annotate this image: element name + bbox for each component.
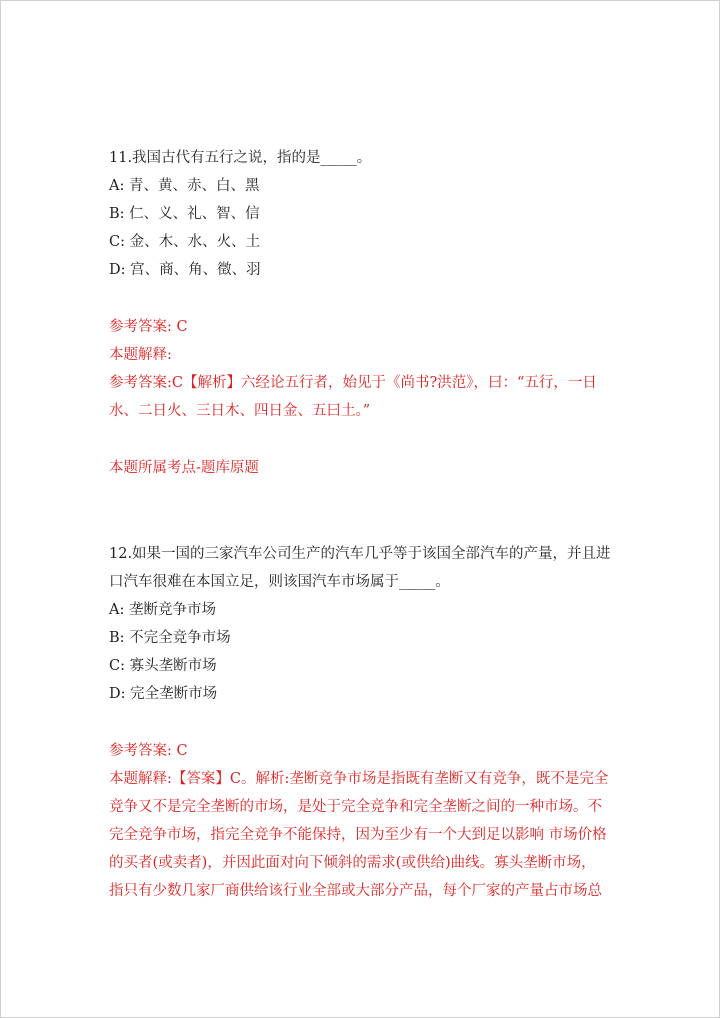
question-11-option-a: A: 青、黄、赤、白、黑 <box>109 178 260 194</box>
question-11-answer: 参考答案: C <box>109 319 188 335</box>
question-12-explanation-line: 本题解释:【答案】C。解析:垄断竞争市场是指既有垄断又有竞争，既不是完全 <box>109 771 609 787</box>
question-12-answer: 参考答案: C <box>109 743 188 759</box>
question-12-option-d: D: 完全垄断市场 <box>109 686 218 702</box>
question-12-explanation-line: 指只有少数几家厂商供给该行业全部或大部分产品，每个厂家的产量占市场总 <box>109 883 602 899</box>
question-12-text-line: 口汽车很难在本国立足，则该国汽车市场属于_____。 <box>109 574 450 590</box>
question-11-text: 11.我国古代有五行之说，指的是_____。 <box>109 150 372 166</box>
question-12-explanation-line: 的买者(或卖者)，并因此面对向下倾斜的需求(或供给)曲线。寡头垄断市场， <box>109 855 596 871</box>
question-11-option-c: C: 金、木、水、火、土 <box>109 234 261 250</box>
question-11-explanation-line: 水、二日火、三日木、四日金、五曰土。” <box>109 403 371 419</box>
question-11-option-b: B: 仁、义、礼、智、信 <box>109 206 260 222</box>
question-12-option-b: B: 不完全竞争市场 <box>109 630 231 646</box>
question-12-explanation-line: 完全竞争市场，指完全竞争不能保持，因为至少有一个大到足以影响 市场价格 <box>109 827 607 843</box>
question-11-option-d: D: 宫、商、角、徵、羽 <box>109 262 261 278</box>
question-12-text-line: 12.如果一国的三家汽车公司生产的汽车几乎等于该国全部汽车的产量，并且进 <box>109 546 611 562</box>
question-11-explanation-line: 参考答案:C【解析】六经论五行者，始见于《尚书?洪范》，曰：“五行，一日 <box>109 375 597 391</box>
question-12-option-a: A: 垄断竞争市场 <box>109 602 216 618</box>
question-11-explanation-label: 本题解释: <box>109 347 172 363</box>
question-11-source: 本题所属考点-题库原题 <box>109 460 259 476</box>
question-12-explanation-line: 竞争又不是完全垄断的市场，是处于完全竞争和完全垄断之间的一种市场。不 <box>109 799 602 815</box>
question-12-option-c: C: 寡头垄断市场 <box>109 658 217 674</box>
